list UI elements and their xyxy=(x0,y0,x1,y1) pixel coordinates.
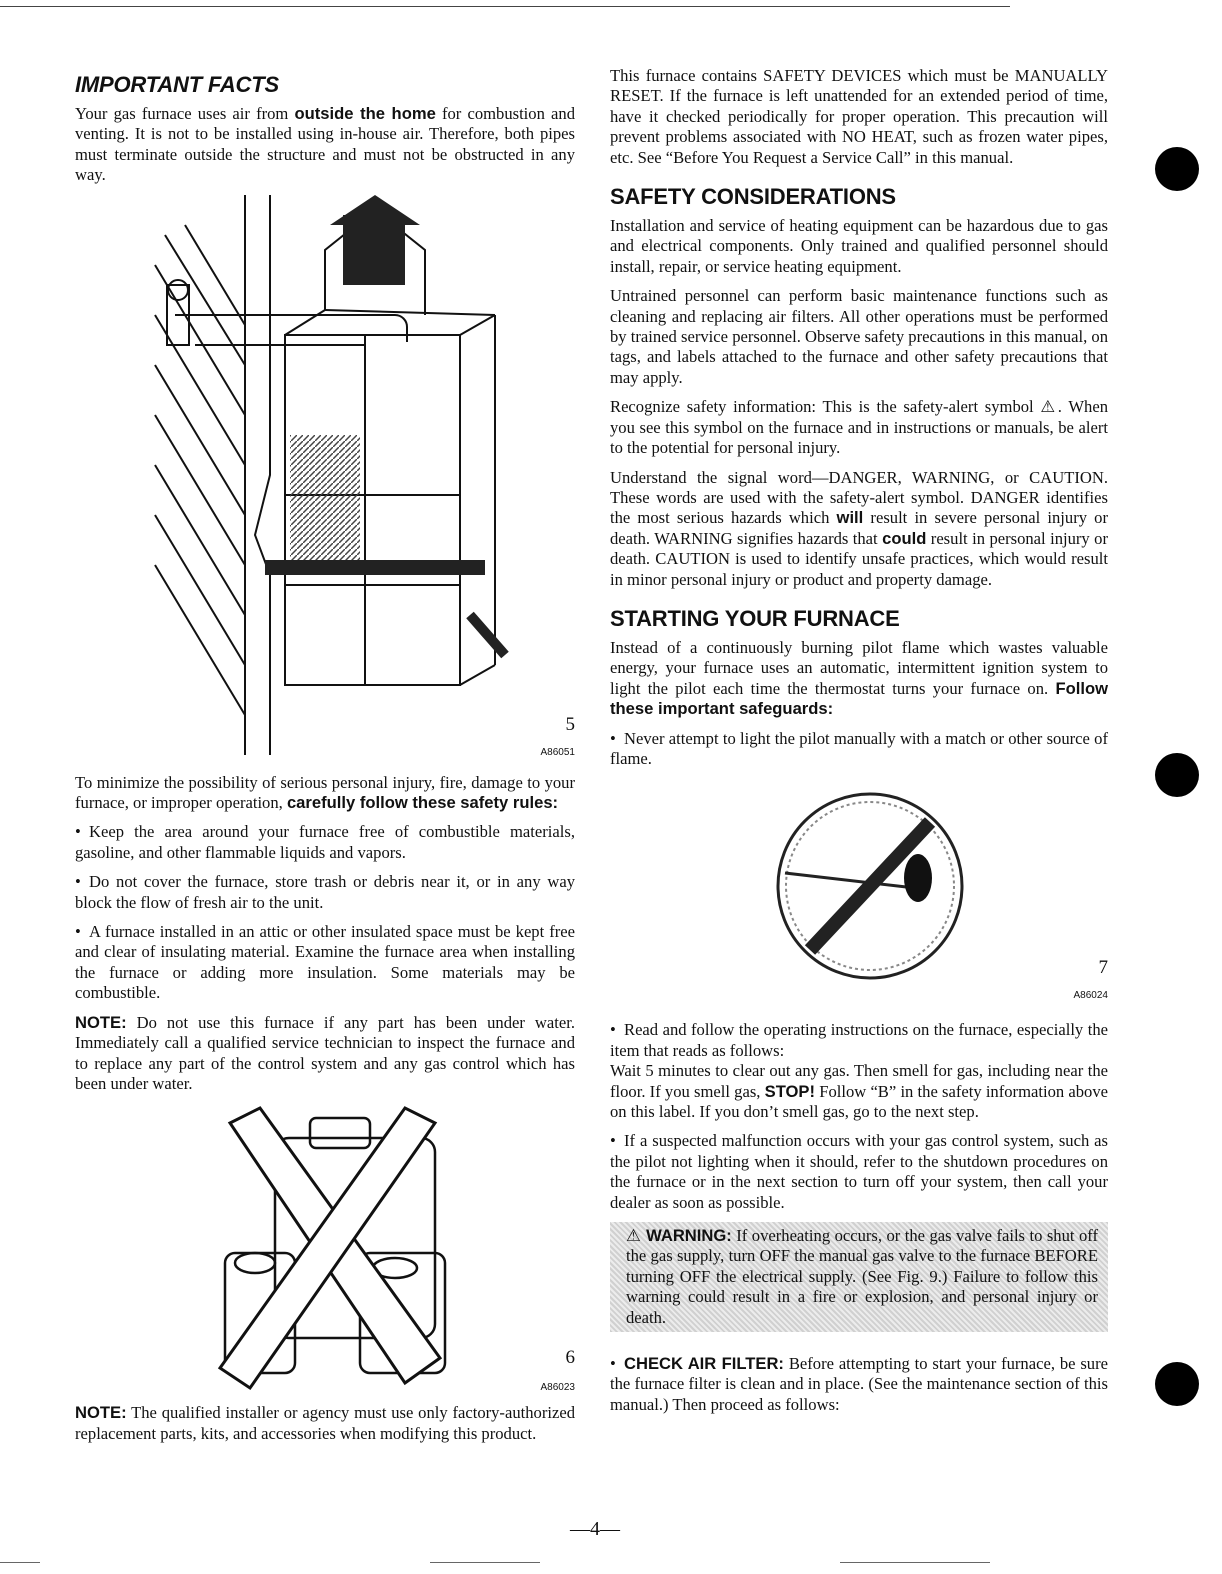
figure-7-code: A86024 xyxy=(1073,990,1108,1002)
check-filter-label: CHECK AIR FILTER: xyxy=(624,1354,784,1374)
note-parts xyxy=(75,1403,575,1444)
vent-arrow-shape xyxy=(343,215,405,285)
start-p1-bold: Follow these important safeguards: xyxy=(610,678,1108,719)
page-number: —4— xyxy=(570,1518,620,1540)
p4-will: will xyxy=(836,508,864,528)
bullet-insulation: • A furnace installed in an attic or other insulated space must be kept free and clear of insulating material. Examine the furnace area when installing the furnace or adding more insulation. Some materials may be combustible. xyxy=(75,922,575,1003)
bottom-rule-3 xyxy=(840,1562,990,1563)
furnace-installation-illustration xyxy=(75,195,575,755)
binder-hole-top xyxy=(1155,147,1199,191)
start-bullet-1-text: Never attempt to light the pilot manually with a match or other source of flame. xyxy=(610,728,1108,768)
wait-text-a: Wait 5 minutes to clear out any gas. Then smell for gas, including near the floor. If you smell gas, xyxy=(610,1061,1108,1101)
wait-text-b: Follow “B” in the safety information above on this label. If you don’t smell gas, go to the next step. xyxy=(610,1081,1108,1121)
safety-rules-intro xyxy=(75,773,575,814)
rules-bold: carefully follow these safety rules: xyxy=(286,793,559,813)
bullet-operating-instructions: • Read and follow the operating instructions on the furnace, especially the item that reads as follows: xyxy=(610,1020,1108,1060)
bullet-malfunction: • If a suspected malfunction occurs with your gas control system, such as the pilot not lighting when it should, refer to the shutdown procedures on the furnace or in the next section to turn off your system, then call your dealer as soon as possible. xyxy=(610,1131,1108,1212)
gas-can-crossed-illustration xyxy=(75,1103,575,1393)
start-bullet-3-text: If a suspected malfunction occurs with your gas control system, such as the pilot not lighting when it should, refer to the shutdown procedures on the furnace or in the next section to turn off your system, then call your dealer as soon as possible. xyxy=(610,1131,1108,1212)
safety-paragraph-4 xyxy=(610,468,1108,590)
intro-text: Your gas furnace uses air from xyxy=(75,104,295,123)
note-2-label: NOTE: xyxy=(75,1403,127,1423)
figure-6 xyxy=(75,1103,575,1393)
bullet-combustibles: • Keep the area around your furnace free of combustible materials, gasoline, and other flammable liquids and vapors. xyxy=(75,822,575,862)
figure-5 xyxy=(75,195,575,758)
safety-considerations-heading: SAFETY CONSIDERATIONS xyxy=(610,184,896,210)
no-flame-symbol-illustration xyxy=(610,778,1108,998)
p4-text-b: result in severe personal injury or death. WARNING signifies hazards that xyxy=(610,508,1108,548)
binder-hole-bottom xyxy=(1155,1362,1199,1406)
p4-text-c: result in personal injury or death. CAUTION is used to identify unsafe practices, which would result in minor personal injury or product and property damage. xyxy=(610,528,1108,589)
figure-7 xyxy=(610,778,1108,1002)
starting-furnace-heading: STARTING YOUR FURNACE xyxy=(610,605,900,631)
rules-text: To minimize the possibility of serious personal injury, fire, damage to your furnace, or improper operation, xyxy=(75,772,575,813)
intro-text-end: for combustion and venting. It is not to be installed using in-house air. Therefore, both pipes must terminate outside the structure and must not be obstructed in any way. xyxy=(75,104,575,185)
note-2-text: The qualified installer or agency must use only factory-authorized replacement parts, kits, and accessories when modifying this product. xyxy=(75,1403,575,1443)
figure-7-number: 7 xyxy=(1098,957,1108,979)
safety-devices-paragraph: This furnace contains SAFETY DEVICES which must be MANUALLY RESET. If the furnace is left unattended for an extended period of time, have it checked periodically for proper operation. This precaution will prevent problems associated with NO HEAT, such as frozen water pipes, etc. See “Before You Request a Service Call” in this manual. xyxy=(610,66,1108,167)
intro-bold: outside the home xyxy=(294,104,436,123)
intro-paragraph xyxy=(75,104,575,186)
figure-5-code: A86051 xyxy=(540,746,575,758)
safety-paragraph-2: Untrained personnel can perform basic maintenance functions such as cleaning and replacing air filters. All other operations must be performed by trained service personnel. Observe safety precautions in this manual, on tags, and labels attached to the furnace and other safety precautions that may apply. xyxy=(610,286,1108,387)
bullet-no-manual-light: • Never attempt to light the pilot manually with a match or other source of flame. xyxy=(610,728,1108,768)
bullet-3-text: A furnace installed in an attic or other insulated space must be kept free and clear of insulating material. Examine the furnace area when installing the furnace or adding more insulation. Some materials may be combustible. xyxy=(75,922,575,1003)
note-1-label: NOTE: xyxy=(75,1012,127,1032)
top-rule xyxy=(0,6,1010,7)
start-paragraph-1 xyxy=(610,638,1108,720)
warning-label: ⚠ WARNING: xyxy=(626,1226,732,1246)
stop-bold: STOP! xyxy=(764,1081,816,1101)
bottom-rule-2 xyxy=(430,1562,540,1563)
start-p1-text: Instead of a continuously burning pilot flame which wastes valuable energy, your furnace uses an automatic, intermittent ignition system to light the pilot each time the thermostat turns your furnace on. xyxy=(610,637,1108,698)
bullet-1-text: Keep the area around your furnace free of combustible materials, gasoline, and other flammable liquids and vapors. xyxy=(75,822,575,862)
check-air-filter: • CHECK AIR FILTER: Before attempting to start your furnace, be sure the furnace filter is clean and in place. (See the maintenance section of this manual.) Then proceed as follows: xyxy=(610,1354,1108,1414)
safety-paragraph-1: Installation and service of heating equipment can be hazardous due to gas and electrical components. Only trained and qualified personnel should install, repair, or service heating equipment. xyxy=(610,216,1108,276)
check-filter-text: Before attempting to start your furnace, be sure the furnace filter is clean and in place. (See the maintenance section of this manual.) Then proceed as follows: xyxy=(610,1354,1108,1414)
wait-five-minutes xyxy=(610,1061,1108,1122)
p4-text-a: Understand the signal word—DANGER, WARNING, or CAUTION. These words are used with the safety-alert symbol. DANGER identifies the most serious hazards which xyxy=(610,467,1108,528)
figure-6-number: 6 xyxy=(565,1347,575,1369)
right-column xyxy=(610,66,1108,1424)
left-column xyxy=(75,72,575,1453)
binder-hole-middle xyxy=(1155,753,1199,797)
start-bullet-2-text: Read and follow the operating instructions on the furnace, especially the item that reads as follows: xyxy=(610,1020,1108,1060)
bottom-rule-1 xyxy=(0,1562,40,1563)
bullet-airflow: • Do not cover the furnace, store trash or debris near it, or in any way block the flow of fresh air to the unit. xyxy=(75,872,575,912)
bullet-2-text: Do not cover the furnace, store trash or debris near it, or in any way block the flow of fresh air to the unit. xyxy=(75,872,575,912)
note-1-text: Do not use this furnace if any part has been under water. Immediately call a qualified service technician to inspect the furnace and to replace any part of the control system and any gas control which has been under water. xyxy=(75,1012,575,1093)
safety-paragraph-3: Recognize safety information: This is the safety-alert symbol ⚠. When you see this symbol on the furnace and in instructions or manuals, be alert to the potential for personal injury. xyxy=(610,397,1108,458)
warning-box xyxy=(610,1222,1108,1332)
figure-6-code: A86023 xyxy=(540,1382,575,1394)
note-water xyxy=(75,1013,575,1095)
important-facts-heading: IMPORTANT FACTS xyxy=(75,72,279,97)
p4-could: could xyxy=(882,528,927,548)
figure-5-number: 5 xyxy=(565,713,575,735)
warning-text: If overheating occurs, or the gas valve fails to shut off the gas supply, turn OFF the manual gas valve to the furnace BEFORE turning OFF the electrical supply. (See Fig. 9.) Failure to follow this warning could result in a fire or explosion, and personal injury or death. xyxy=(626,1226,1098,1327)
